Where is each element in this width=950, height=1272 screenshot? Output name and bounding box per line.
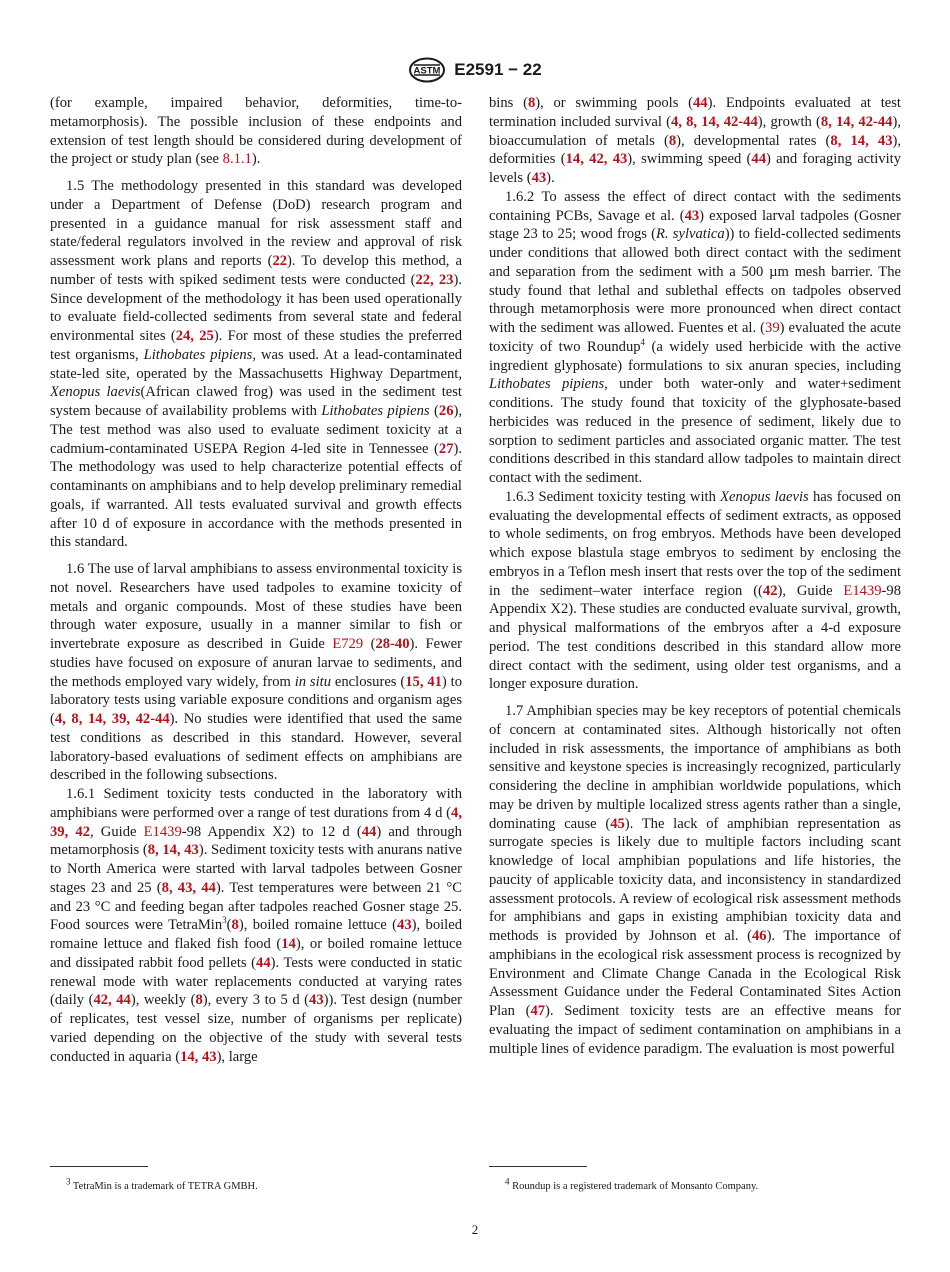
reference-link[interactable]: 22 (272, 253, 288, 269)
reference-link[interactable]: 43 (531, 170, 547, 186)
footnote-rule (489, 1166, 587, 1167)
footnote-4: $^4$ Roundup is a registered trademark of Monsanto Company. (505, 1176, 759, 1192)
paragraph-1-6-2: 1.6.2 To assess the effect of direct contact with the sediments containing PCBs, Savage et al. (43) exposed larval tadpoles (Gosner stage 23 to 25; wood frogs (R. sylvatica)) to field-collected sediments under conditions that allowed both direct contact with the sediment and separation from the sediment with a 500 µm mesh barrier. The study found that lethal and sublethal effects on tadpoles observed through metamorphosis were more pronounced when direct contact with the sediment was allowed. Fuentes et al. (39) evaluated the acute toxicity of two Roundup$^4$ (a widely used herbicide with the active ingredient glyphosate) formulations to six anuran species, including Lithobates pipiens, under both water-only and water+sediment conditions. The study found that toxicity of the glyphosate-based herbicides was reduced in the presence of sediment, likely due to sorption to sediment particles and associated organic matter. The test conditions described in this standard allow tadpoles to maintain direct contact with the sediment. (489, 188, 902, 486)
reference-link[interactable]: 43 (684, 207, 700, 224)
paragraph-continued: bins (8), or swimming pools (44). Endpoints evaluated at test termination included survival (4, 8, 14, 42-44), growth (8, 14, 42-44), bioaccumulation of metals (8), developmental rates (8, 14, 43), deformities (14, 42, 43), swimming speed (44) and foraging activity levels (43). (489, 95, 901, 186)
reference-link[interactable]: 28-40 (375, 636, 410, 652)
reference-link[interactable]: 44 (361, 823, 377, 840)
reference-link[interactable]: 44 (751, 151, 766, 168)
standard-link[interactable]: E729 (332, 636, 364, 652)
standard-link[interactable]: E1439 (143, 823, 182, 840)
reference-link[interactable]: 14, 42, 43 (565, 151, 628, 168)
section-link[interactable]: 8.1.1 (222, 151, 252, 168)
footnote-rule (50, 1166, 148, 1167)
page-header (0, 55, 950, 85)
reference-link[interactable]: 14 (281, 936, 296, 952)
reference-link[interactable]: 8, 14, 43 (830, 132, 893, 149)
reference-link[interactable]: 22, 23 (415, 271, 454, 288)
right-column (489, 94, 901, 1058)
reference-link[interactable]: 8 (527, 95, 536, 111)
reference-link[interactable]: 45 (610, 815, 625, 832)
footnote-marker[interactable]: 4 (640, 336, 646, 347)
reference-link[interactable]: 27 (438, 440, 454, 457)
reference-link[interactable]: 42, 44 (93, 992, 131, 1009)
paragraph-1-7: 1.7 Amphibian species may be key receptors of potential chemicals of concern at contaminated sites. Although historically not often included in risk assessments, the importance of amphibians as both sensitive and keystone species is increasingly recognized, particularly considering the decline in amphibian worldwide populations, which may be driven by multiple localized stress agents rather than a single, dominating cause (45). The lack of amphibian representation as surrogate species is likely due to multiple factors including scant knowledge of local amphibian populations and life histories, the paucity of applicable toxicity data, and inconsistency in standardized assessment protocols. A review of ecological risk assessment methods for amphibians and gaps in existing amphibian toxicity data and methods is provided by Johnson et al. (46). The importance of amphibians in the ecological risk assessment process is recognized by Environment and Climate Change Canada in the Ecological Risk Assessment Guidance under the Federal Contaminated Sites Action Plan (47). Sediment toxicity tests are an effective means for evaluating the impact of sediment contamination on amphibians in a multiple lines of evidence paradigm. The evaluation is most powerful (489, 703, 901, 1057)
astm-logo-icon (408, 57, 446, 83)
reference-link[interactable]: 14, 43 (180, 1048, 217, 1065)
reference-link[interactable]: 24, 25 (175, 328, 214, 344)
paragraph-1-6-3: 1.6.3 Sediment toxicity testing with Xenopus laevis has focused on evaluating the developmental effects of sediment extracts, as opposed to whole sediments, on frog embryos. Methods have been developed which expose blastula stage embryos to sediment by enclosing the embryos in a Teflon mesh insert that rests over the top of the sediment in the sediment–water interface region ((42), Guide E1439-98 Appendix X2). These studies are conducted evaluate survival, growth, and physical malformations of the embryos after a 4-d exposure period. The test conditions described in this standard allow more direct contact with the sediment, using older test organisms, and a longer exposure duration. (489, 488, 901, 693)
reference-link[interactable]: 8, 43, 44 (161, 879, 216, 896)
astm-logo-text: ASTM (413, 65, 441, 77)
footnote-marker[interactable]: 3 (222, 915, 227, 926)
reference-link[interactable]: 8 (231, 917, 239, 934)
reference-link[interactable]: 46 (751, 928, 767, 944)
reference-link[interactable]: 44 (693, 95, 708, 111)
footnote-3: $^3$ TetraMin is a trademark of TETRA GMBH. (66, 1176, 258, 1192)
reference-link[interactable]: 15, 41 (405, 673, 442, 690)
reference-link[interactable]: 43 (309, 992, 324, 1009)
reference-link[interactable]: 44 (256, 954, 271, 971)
reference-link[interactable]: 26 (438, 403, 454, 419)
paragraph-1-6-1: 1.6.1 Sediment toxicity tests conducted in the laboratory with amphibians were performed over a range of test durations from 4 d (4, 39, 42, Guide E1439-98 Appendix X2) to 12 d (44) and through metamorphosis (8, 14, 43). Sediment toxicity tests with anurans native to North America were started with larval tadpoles between Gosner stages 23 and 25 (8, 43, 44). Test temperatures were between 21 °C and 23 °C and feeding began after tadpoles reached Gosner stage 25. Food sources were TetraMin$^3$(8), boiled romaine lettuce (43), boiled romaine lettuce and flaked fish food (14), or boiled romaine lettuce and dissipated rabbit food pellets (44). Tests were conducted in static renewal mode with water replacements conducted at varying rates (daily (42, 44), weekly (8), every 3 to 5 d (43)). Test design (number of replicates, test vessel size, number of organisms per replicate) varied depending on the objective of the study with several tests conducted in aquaria (14, 43), large (50, 786, 463, 1065)
reference-link[interactable]: 4, 39, 42 (50, 804, 462, 840)
paragraph-continued: (for example, impaired behavior, deformities, time-to-metamorphosis). The possible inclusion of these endpoints and extension of test length should be considered during development of the project or study plan (see 8.1.1). (50, 95, 462, 168)
reference-link[interactable]: 43 (397, 917, 412, 934)
page-number: 2 (471, 1222, 479, 1237)
reference-link[interactable]: 8, 14, 43 (147, 842, 199, 859)
reference-link[interactable]: 8 (668, 132, 677, 149)
left-column (50, 94, 462, 1066)
reference-link[interactable]: 4, 8, 14, 39, 42-44 (54, 711, 170, 727)
document-designation: E2591 − 22 (454, 60, 542, 79)
reference-link[interactable]: 42 (762, 582, 778, 599)
reference-link[interactable]: 8 (195, 992, 203, 1009)
paragraph-1-6: 1.6 The use of larval amphibians to assess environmental toxicity is not novel. Researchers have used tadpoles to examine toxicity of metals and organic compounds. Most of these studies have been through water exposure, usually in a manner similar to fish or invertebrate exposure as described in Guide E729 (28-40). Fewer studies have focused on exposure of anuran larvae to sediments, and the methods employed vary widely, from in situ enclosures (15, 41) to laboratory tests using variable exposure conditions and organism ages (4, 8, 14, 39, 42-44). No studies were identified that used the same test conditions as described in this standard. However, several laboratory-based evaluations of sediment effects on amphibians are described in the following subsections. (50, 561, 462, 784)
paragraph-1-5: 1.5 The methodology presented in this standard was developed under a Department of Defense (DoD) research program and presented in a guidance manual for risk assessment staff and state/federal regulators involved in the review and approval of risk assessment work plans and reports (22). To develop this method, a number of tests with spiked sediment tests were conducted (22, 23). Since development of the methodology it has been used operationally to evaluate field-collected sediments from several state and federal environmental sites (24, 25). For most of these studies the preferred test organisms, Lithobates pipiens, was used. At a lead-contaminated state-led site, operated by the Massachusetts Highway Department, Xenopus laevis(African clawed frog) was used in the sediment test system because of availability problems with Lithobates pipiens (26), The test method was also used to evaluate sediment toxicity at a cadmium-contaminated USEPA Region 4-led site in Tennessee (27). The methodology was used to help characterize potential effects of contaminants on amphibians and to help develop preliminary remedial goals, if warranted. All tests evaluated survival and growth effects after 10 d of exposure in accordance with the methods presented in this standard. (50, 178, 463, 551)
reference-link[interactable]: 47 (530, 1003, 546, 1019)
reference-link[interactable]: 39 (765, 320, 780, 336)
reference-link[interactable]: 4, 8, 14, 42-44 (670, 113, 758, 130)
reference-link[interactable]: 8, 14, 42-44 (820, 113, 893, 130)
standard-link[interactable]: E1439 (843, 582, 882, 599)
